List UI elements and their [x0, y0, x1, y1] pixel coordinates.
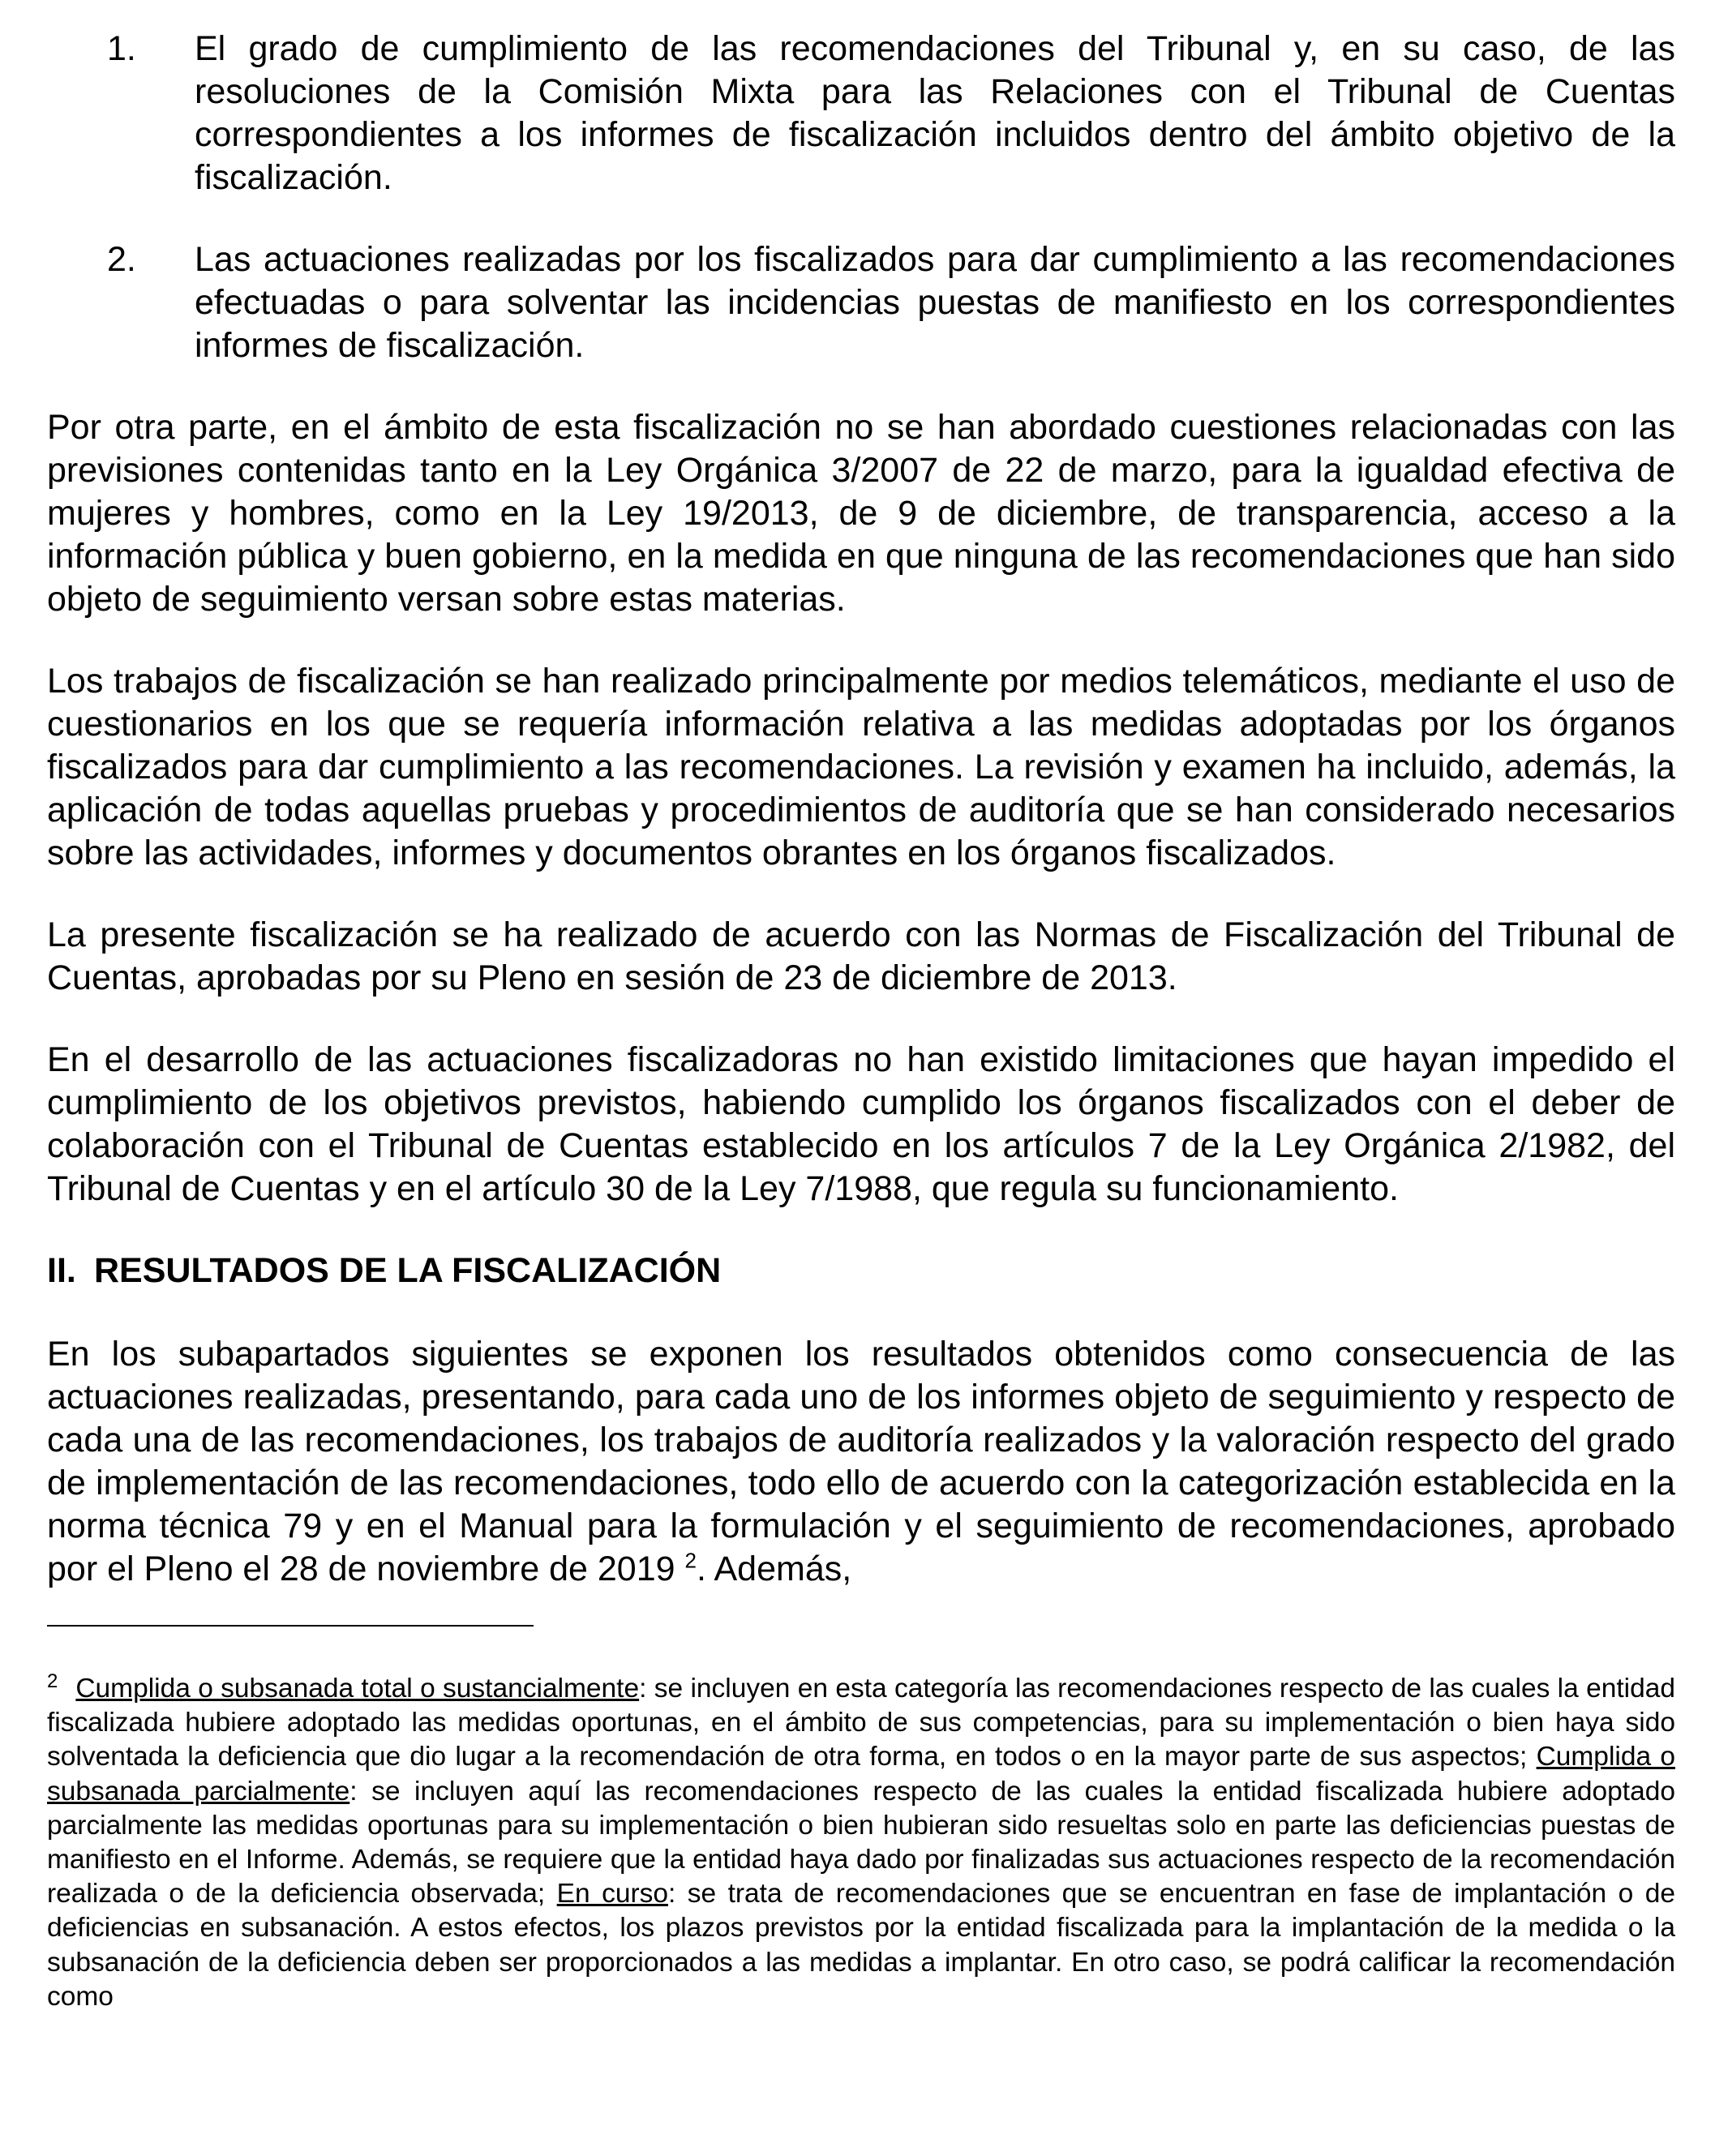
- paragraph-standards: La presente fiscalización se ha realizado de acuerdo con las Normas de Fiscalización del Tribunal de Cuentas, aprobadas por su Pleno en sesión de 23 de diciembre de 2013.: [47, 915, 1675, 997]
- footnote-separator: [47, 1625, 534, 1627]
- footnote-term-total: Cumplida o subsanada total o sustancialmente: [75, 1674, 640, 1704]
- footnote-term-partial: Cumplida o subsanada parcialmente: [47, 1742, 1675, 1807]
- footnote-text-partial: : se incluyen aquí las recomendaciones respecto de las cuales la entidad fiscalizada hubiere adoptado parcialmente las medidas oportunas para su implementación o bien hubieran sido resueltas solo en parte las deficiencias puestas de manifiesto en el Informe. Además, se requiere que la entidad haya dado por finalizadas sus actuaciones respecto de la recomendación realizada o de la deficiencia observada;: [47, 1776, 1675, 1910]
- list-item-text: Las actuaciones realizadas por los fiscalizados para dar cumplimiento a las recomendaciones efectuadas o para solventar las incidencias puestas de manifiesto en los correspondientes informes de fiscalización.: [195, 240, 1675, 365]
- results-text: En los subapartados siguientes se exponen los resultados obtenidos como consecuencia de las actuaciones realizadas, presentando, para cada uno de los informes objeto de seguimiento y respecto de cada una de las recomendaciones, los trabajos de auditoría realizados y la valoración respecto del grado de implementación de las recomendaciones, todo ello de acuerdo con la categorización establecida en la norma técnica 79 y en el Manual para la formulación y el seguimiento de recomendaciones, aprobado por el Pleno el 28 de noviembre de 2019: [47, 1335, 1675, 1588]
- paragraph-results: [47, 1333, 1675, 1591]
- footnote-reference[interactable]: 2: [684, 1548, 697, 1573]
- section-heading: [47, 1249, 1675, 1292]
- list-number: 1.: [107, 29, 136, 68]
- objective-item-1: [47, 28, 1675, 199]
- paragraph-methods: Los trabajos de fiscalización se han realizado principalmente por medios telemáticos, mediante el uso de cuestionarios en los que se requería información relativa a las medidas adoptadas por los órganos fiscalizados para dar cumplimiento a las recomendaciones. La revisión y examen ha incluido, además, la aplicación de todas aquellas pruebas y procedimientos de auditoría que se han considerado necesarios sobre las actividades, informes y documentos obrantes en los órganos fiscalizados.: [47, 662, 1675, 872]
- objective-item-2: [47, 238, 1675, 367]
- footnote-text-in-progress: : se trata de recomendaciones que se encuentran en fase de implantación o de deficiencias en subsanación. A estos efectos, los plazos previstos por la entidad fiscalizada para la implantación de la medida o la subsanación de la deficiencia deben ser proporcionados a las medidas a implantar. En otro caso, se podrá calificar la recomendación como: [47, 1879, 1675, 2012]
- section-title: RESULTADOS DE LA FISCALIZACIÓN: [94, 1251, 722, 1290]
- list-item-text: El grado de cumplimiento de las recomendaciones del Tribunal y, en su caso, de las resoluciones de la Comisión Mixta para las Relaciones con el Tribunal de Cuentas correspondientes a los informes de fiscalización incluidos dentro del ámbito objetivo de la fiscalización.: [195, 29, 1675, 197]
- footnote-marker: 2: [47, 1670, 58, 1692]
- footnote-2: [47, 1672, 1675, 2014]
- paragraph-limitations: En el desarrollo de las actuaciones fiscalizadoras no han existido limitaciones que hayan impedido el cumplimiento de los objetivos previstos, habiendo cumplido los órganos fiscalizados con el deber de colaboración con el Tribunal de Cuentas establecido en los artículos 7 de la Ley Orgánica 2/1982, del Tribunal de Cuentas y en el artículo 30 de la Ley 7/1988, que regula su funcionamiento.: [47, 1040, 1675, 1208]
- footnote-term-in-progress: En curso: [556, 1879, 668, 1910]
- results-text-continued: . Además,: [696, 1549, 852, 1588]
- section-number: II.: [47, 1251, 76, 1290]
- list-number: 2.: [107, 240, 136, 279]
- paragraph-scope-exclusions: Por otra parte, en el ámbito de esta fiscalización no se han abordado cuestiones relacionadas con las previsiones contenidas tanto en la Ley Orgánica 3/2007 de 22 de marzo, para la igualdad efectiva de mujeres y hombres, como en la Ley 19/2013, de 9 de diciembre, de transparencia, acceso a la información pública y buen gobierno, en la medida en que ninguna de las recomendaciones que han sido objeto de seguimiento versan sobre estas materias.: [47, 408, 1675, 619]
- document-page: [47, 28, 1675, 2014]
- footnote-text-total: : se incluyen en esta categoría las recomendaciones respecto de las cuales la entidad fiscalizada hubiere adoptado las medidas oportunas, en el ámbito de sus competencias, para su implementación o bien haya sido solventada la deficiencia que dio lugar a la recomendación de otra forma, en todos o en la mayor parte de sus aspectos;: [47, 1674, 1675, 1772]
